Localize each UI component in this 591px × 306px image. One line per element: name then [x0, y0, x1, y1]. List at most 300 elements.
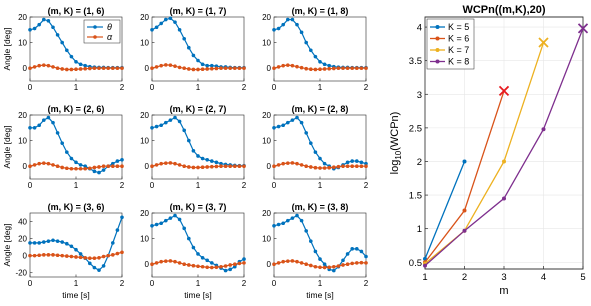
data-point — [210, 165, 214, 169]
data-point — [164, 121, 168, 125]
data-point — [47, 116, 51, 120]
data-point — [97, 171, 101, 175]
data-point — [111, 241, 115, 245]
subplot-p13 — [262, 6, 369, 92]
subplot-p11 — [2, 6, 125, 92]
data-point — [88, 67, 92, 71]
data-point — [341, 263, 345, 267]
data-point — [224, 269, 228, 273]
data-point — [37, 23, 41, 27]
data-point — [323, 262, 327, 266]
data-point — [56, 164, 60, 168]
data-point — [346, 161, 350, 165]
x-tick-label: 0 — [271, 279, 277, 288]
data-point — [51, 239, 55, 243]
data-point — [291, 259, 295, 263]
data-point — [304, 67, 308, 71]
data-point — [360, 161, 364, 165]
data-point — [88, 256, 92, 260]
data-point — [502, 196, 506, 200]
subplot-p12 — [140, 6, 247, 92]
data-point — [37, 241, 41, 245]
data-point — [93, 66, 97, 70]
data-point — [182, 227, 186, 231]
data-point — [74, 255, 78, 259]
data-point — [318, 166, 322, 170]
data-point — [238, 66, 242, 70]
data-point — [102, 255, 106, 259]
data-point — [60, 254, 64, 258]
data-point — [196, 166, 200, 170]
data-point — [164, 18, 168, 22]
data-point — [164, 161, 168, 165]
data-point — [318, 67, 322, 71]
y-tick-label: 0 — [22, 64, 27, 74]
data-point — [272, 28, 276, 32]
x-tick-label: 1 — [73, 181, 79, 190]
data-point — [173, 162, 177, 166]
x-tick-label: 0 — [27, 279, 33, 288]
x-tick-label: 0 — [27, 181, 33, 190]
data-point — [155, 261, 159, 265]
data-point — [309, 141, 313, 145]
data-point — [70, 167, 74, 171]
y-tick-label: 20 — [140, 111, 149, 120]
subplot-p32 — [140, 202, 247, 300]
data-point — [164, 259, 168, 263]
subplot-p33 — [262, 202, 369, 300]
data-point — [178, 218, 182, 222]
y-tick-label: 0 — [22, 162, 27, 172]
data-point — [323, 162, 327, 166]
y-tick-label: 0 — [22, 251, 27, 261]
data-point — [286, 219, 290, 223]
data-point — [28, 164, 32, 168]
x-tick-label: 1 — [73, 279, 79, 288]
data-point — [28, 66, 32, 70]
data-point — [219, 265, 223, 269]
data-point — [79, 67, 83, 71]
data-point — [169, 16, 173, 20]
y-axis-label: Angle [deg] — [2, 125, 12, 169]
data-point — [332, 269, 336, 273]
data-point — [182, 37, 186, 41]
data-point — [291, 64, 295, 68]
data-point — [242, 261, 246, 265]
data-point — [355, 247, 359, 251]
subplot-title: (m, K) = (2, 6) — [47, 104, 105, 114]
data-point — [155, 25, 159, 29]
data-point — [159, 162, 163, 166]
data-point — [97, 256, 101, 260]
data-point — [83, 256, 87, 260]
y-tick-label: 10 — [262, 234, 271, 244]
data-point — [291, 216, 295, 220]
data-point — [286, 161, 290, 165]
data-point — [169, 118, 173, 122]
subplot-title: (m, K) = (3, 8) — [291, 202, 349, 212]
data-point — [169, 216, 173, 220]
data-point — [215, 165, 219, 169]
data-point — [291, 118, 295, 122]
y-tick-label: 2.5 — [408, 123, 422, 135]
data-point — [187, 237, 191, 241]
subplot-title: (m, K) = (1, 6) — [47, 6, 105, 16]
data-point — [346, 262, 350, 266]
data-point — [318, 265, 322, 269]
data-point — [74, 248, 78, 252]
x-tick-label: 3 — [501, 272, 507, 283]
data-point — [42, 240, 46, 244]
data-point — [33, 65, 37, 69]
data-point — [33, 126, 37, 130]
data-point — [74, 67, 78, 71]
legend-marker — [93, 35, 97, 39]
data-point — [37, 253, 41, 257]
data-point — [323, 67, 327, 71]
data-point — [309, 48, 313, 52]
data-point — [332, 165, 336, 169]
data-point — [173, 260, 177, 264]
data-point — [346, 66, 350, 70]
data-point — [150, 262, 154, 266]
data-point — [187, 46, 191, 50]
y-tick-label: 20 — [18, 234, 27, 244]
y-tick-label: 0 — [144, 260, 149, 270]
data-point — [178, 261, 182, 265]
data-point — [360, 164, 364, 168]
data-point — [37, 123, 41, 127]
data-point — [295, 65, 299, 69]
data-point — [106, 164, 110, 168]
data-point — [56, 239, 60, 243]
data-point — [314, 265, 318, 269]
data-point — [33, 254, 37, 258]
data-point — [341, 66, 345, 70]
data-point — [281, 23, 285, 27]
data-point — [88, 262, 92, 266]
legend-marker — [93, 25, 97, 29]
data-point — [159, 260, 163, 264]
data-point — [286, 121, 290, 125]
plot-area — [274, 17, 366, 81]
plot-area — [30, 213, 122, 277]
data-point — [341, 259, 345, 263]
data-point — [286, 63, 290, 67]
data-point — [150, 224, 154, 228]
data-point — [187, 263, 191, 267]
data-point — [295, 116, 299, 120]
data-point — [182, 66, 186, 70]
x-tick-label: 1 — [422, 272, 428, 283]
data-point — [150, 28, 154, 32]
data-point — [116, 159, 120, 163]
data-point — [304, 262, 308, 266]
data-point — [295, 214, 299, 218]
data-point — [281, 123, 285, 127]
legend-label: K = 8 — [448, 56, 470, 67]
y-tick-label: 20 — [262, 111, 271, 120]
data-point — [74, 161, 78, 165]
data-point — [70, 244, 74, 248]
data-point — [173, 64, 177, 68]
data-point — [300, 219, 304, 223]
data-point — [33, 241, 37, 245]
data-point — [28, 28, 32, 32]
data-point — [201, 256, 205, 260]
data-point — [155, 163, 159, 167]
data-point — [74, 167, 78, 171]
data-point — [182, 129, 186, 133]
data-point — [33, 163, 37, 167]
data-point — [116, 252, 120, 256]
data-point — [210, 67, 214, 71]
data-point — [51, 163, 55, 167]
data-point — [277, 27, 281, 31]
data-point — [314, 250, 318, 254]
y-tick-label: 0.5 — [408, 257, 422, 269]
data-point — [300, 261, 304, 265]
y-tick-label: 4 — [416, 22, 422, 34]
data-point — [304, 131, 308, 135]
subplot-p22 — [140, 104, 247, 190]
data-point — [56, 66, 60, 70]
data-point — [224, 66, 228, 70]
data-point — [79, 63, 83, 67]
data-point — [192, 264, 196, 268]
subplot-title: (m, K) = (3, 6) — [47, 202, 105, 212]
data-point — [70, 55, 74, 59]
y-tick-label: -20 — [15, 268, 27, 278]
data-point — [360, 261, 364, 265]
data-point — [33, 27, 37, 31]
data-point — [242, 66, 246, 70]
data-point — [423, 264, 427, 268]
data-point — [300, 66, 304, 70]
data-point — [93, 166, 97, 170]
legend-marker — [436, 25, 440, 29]
data-point — [42, 63, 46, 67]
y-tick-label: 10 — [140, 234, 149, 244]
x-tick-label: 2 — [119, 279, 125, 288]
data-point — [228, 263, 232, 267]
data-point — [111, 253, 115, 257]
y-axis-label: Angle [deg] — [2, 223, 12, 267]
data-point — [309, 264, 313, 268]
data-point — [47, 253, 51, 257]
data-point — [70, 68, 74, 72]
y-tick-label: 0 — [266, 162, 271, 172]
data-point — [173, 20, 177, 24]
data-point — [178, 28, 182, 32]
data-point — [205, 64, 209, 68]
data-point — [233, 66, 237, 70]
data-point — [102, 164, 106, 168]
data-point — [210, 261, 214, 265]
data-point — [228, 164, 232, 168]
legend-label: α — [107, 32, 113, 42]
data-point — [233, 164, 237, 168]
data-point — [47, 64, 51, 68]
data-point — [238, 262, 242, 266]
data-point — [155, 65, 159, 69]
data-point — [323, 166, 327, 170]
x-tick-label: 2 — [363, 279, 369, 288]
data-point — [60, 240, 64, 244]
data-point — [56, 131, 60, 135]
data-point — [364, 164, 368, 168]
data-point — [350, 66, 354, 70]
data-point — [201, 265, 205, 269]
data-point — [120, 158, 124, 162]
data-point — [155, 223, 159, 227]
data-point — [28, 126, 32, 130]
data-point — [106, 66, 110, 70]
data-point — [120, 215, 124, 219]
data-point — [74, 60, 78, 64]
data-point — [56, 253, 60, 257]
x-tick-label: 0 — [149, 83, 155, 92]
x-axis-label: m — [499, 285, 509, 297]
data-point — [350, 164, 354, 168]
data-point — [463, 229, 467, 233]
data-point — [327, 64, 331, 68]
data-point — [281, 162, 285, 166]
data-point — [37, 162, 41, 166]
legend-label: K = 6 — [448, 33, 470, 44]
x-axis-label: time [s] — [306, 290, 334, 300]
data-point — [47, 239, 51, 243]
data-point — [318, 257, 322, 261]
x-axis-label: time [s] — [62, 290, 90, 300]
data-point — [116, 164, 120, 168]
legend-marker — [436, 48, 440, 52]
data-point — [97, 66, 101, 70]
data-point — [314, 55, 318, 59]
data-point — [502, 159, 506, 163]
data-point — [355, 164, 359, 168]
data-point — [463, 209, 467, 213]
data-point — [65, 254, 69, 258]
data-point — [173, 214, 177, 218]
data-point — [327, 67, 331, 71]
data-point — [150, 126, 154, 130]
data-point — [355, 261, 359, 265]
data-point — [56, 33, 60, 37]
x-tick-label: 1 — [73, 83, 79, 92]
x-tick-label: 0 — [27, 83, 33, 92]
data-point — [205, 265, 209, 269]
data-point — [97, 268, 101, 272]
plot-area — [152, 115, 244, 179]
y-tick-label: 3 — [416, 89, 422, 101]
data-point — [79, 252, 83, 256]
y-axis-label — [389, 112, 403, 175]
data-point — [106, 254, 110, 258]
data-point — [277, 163, 281, 167]
data-point — [120, 250, 124, 254]
y-tick-label: 40 — [18, 217, 27, 227]
y-tick-label: 20 — [18, 111, 27, 120]
data-point — [192, 54, 196, 58]
data-point — [120, 164, 124, 168]
x-tick-label: 2 — [363, 181, 369, 190]
y-tick-label: 3.5 — [408, 56, 422, 68]
data-point — [210, 159, 214, 163]
data-point — [323, 266, 327, 270]
data-point — [192, 166, 196, 170]
data-point — [37, 64, 41, 68]
data-point — [309, 165, 313, 169]
data-point — [196, 264, 200, 268]
data-point — [187, 165, 191, 169]
data-point — [178, 66, 182, 70]
data-point — [542, 127, 546, 131]
data-point — [173, 116, 177, 120]
data-point — [42, 161, 46, 165]
data-point — [60, 166, 64, 170]
data-point — [327, 166, 331, 170]
data-point — [364, 66, 368, 70]
subplot-title: (m, K) = (1, 8) — [291, 6, 349, 16]
data-point — [51, 121, 55, 125]
data-point — [272, 126, 276, 130]
x-tick-label: 4 — [540, 272, 547, 283]
data-point — [47, 19, 51, 23]
x-tick-label: 2 — [119, 83, 125, 92]
plot-area — [152, 17, 244, 81]
data-point — [97, 165, 101, 169]
data-point — [304, 164, 308, 168]
y-axis-label-rest: (WCPn) — [389, 111, 401, 151]
subplot-title: (m, K) = (3, 7) — [169, 202, 227, 212]
data-point — [272, 262, 276, 266]
data-point — [337, 66, 341, 70]
data-point — [360, 250, 364, 254]
data-point — [286, 18, 290, 22]
data-point — [346, 252, 350, 256]
data-point — [314, 68, 318, 72]
data-point — [228, 268, 232, 272]
x-tick-label: 2 — [241, 83, 247, 92]
data-point — [187, 67, 191, 71]
data-point — [65, 48, 69, 52]
data-point — [233, 262, 237, 266]
data-point — [277, 223, 281, 227]
data-point — [300, 31, 304, 35]
data-point — [169, 63, 173, 67]
data-point — [238, 164, 242, 168]
x-axis-label: time [s] — [184, 290, 212, 300]
data-point — [196, 68, 200, 72]
data-point — [300, 121, 304, 125]
x-tick-label: 1 — [195, 279, 201, 288]
data-point — [196, 154, 200, 158]
data-point — [215, 161, 219, 165]
data-point — [60, 141, 64, 145]
subplot-p21 — [2, 104, 125, 190]
data-point — [242, 257, 246, 261]
data-point — [309, 67, 313, 71]
data-point — [332, 67, 336, 71]
y-tick-label: 10 — [18, 38, 27, 48]
data-point — [120, 66, 124, 70]
data-point — [192, 246, 196, 250]
legend-box — [84, 20, 120, 43]
data-point — [463, 159, 467, 163]
data-point — [272, 164, 276, 168]
subplot-p31 — [2, 202, 125, 300]
